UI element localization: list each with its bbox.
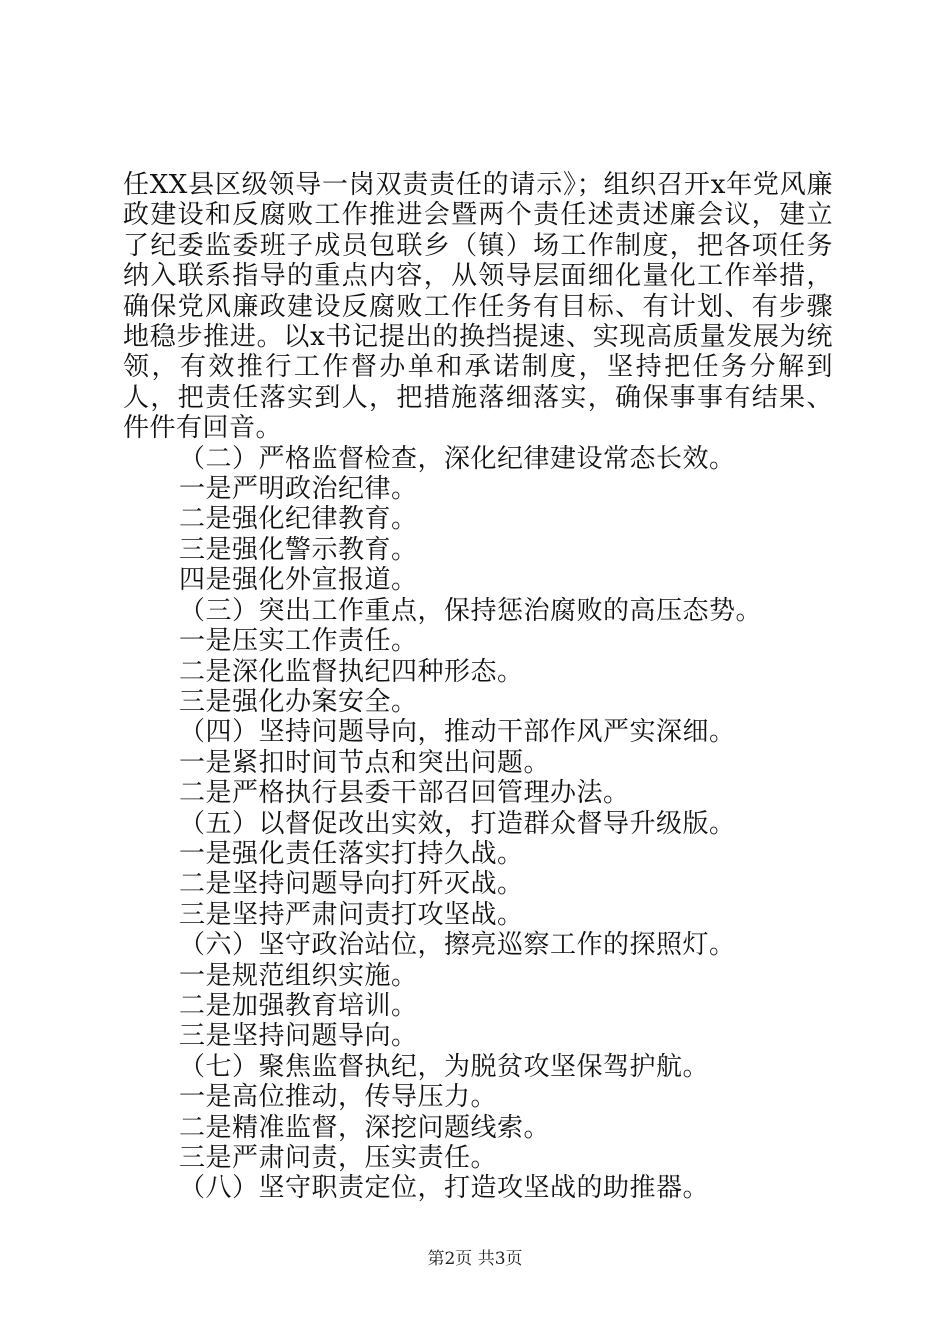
document-body (123, 170, 833, 1204)
list-item: 一是紧扣时间节点和突出问题。 (179, 747, 551, 778)
list-item: 三是严肃问责，压实责任。 (179, 1143, 498, 1173)
list-item: 二是严格执行县委干部召回管理办法。 (179, 778, 630, 809)
list-item: 二是精准监督，深挖问题线索。 (179, 1112, 551, 1143)
list-item: 三是坚持严肃问责打攻坚战。 (179, 899, 524, 930)
section-heading-2: （二）严格监督检查，深化纪律建设常态长效。 (179, 443, 736, 474)
list-item: 二是加强教育培训。 (179, 990, 418, 1021)
list-item: 一是强化责任落实打持久战。 (179, 838, 524, 869)
list-item: 四是强化外宣报道。 (179, 565, 418, 596)
section-heading-4: （四）坚持问题导向，推动干部作风严实深细。 (179, 717, 736, 748)
list-item: 一是高位推动，传导压力。 (179, 1082, 498, 1113)
list-item: 二是强化纪律教育。 (179, 504, 418, 535)
section-heading-5: （五）以督促改出实效，打造群众督导升级版。 (179, 808, 736, 839)
list-item: 二是深化监督执纪四种形态。 (179, 656, 524, 687)
section-heading-7: （七）聚焦监督执纪，为脱贫攻坚保驾护航。 (179, 1051, 710, 1082)
section-heading-8: （八）坚守职责定位，打造攻坚战的助推器。 (179, 1173, 710, 1204)
page-footer: 第2页 共3页 (427, 1249, 523, 1269)
list-item: 一是压实工作责任。 (179, 626, 418, 657)
list-item: 三是强化办案安全。 (179, 686, 418, 717)
list-item: 二是坚持问题导向打歼灭战。 (179, 869, 524, 900)
section-heading-6: （六）坚守政治站位，擦亮巡察工作的探照灯。 (179, 930, 736, 961)
opening-paragraph: 任XX县区级领导一岗双责责任的请示》；组织召开x年党风廉政建设和反腐败工作推进会暨两个责任述责述廉会议，建立了纪委监委班子成员包联乡（镇）场工作制度，把各项任务纳入联系指导的重点内容，从领导层面细化量化工作举措，确保党风廉政建设反腐败工作任务有目标、有计划、有步骤地稳步推进。以x书记提出的换挡提速、实现高质量发展为统领，有效推行工作督办单和承诺制度，坚持把任务分解到人，把责任落实到人，把措施落细落实，确保事事有结果、件件有回音。 (123, 170, 833, 444)
list-item: 一是规范组织实施。 (179, 960, 418, 991)
list-item: 三是坚持问题导向。 (179, 1021, 418, 1052)
list-item: 三是强化警示教育。 (179, 534, 418, 565)
section-heading-3: （三）突出工作重点，保持惩治腐败的高压态势。 (179, 595, 763, 626)
list-item: 一是严明政治纪律。 (179, 474, 418, 505)
